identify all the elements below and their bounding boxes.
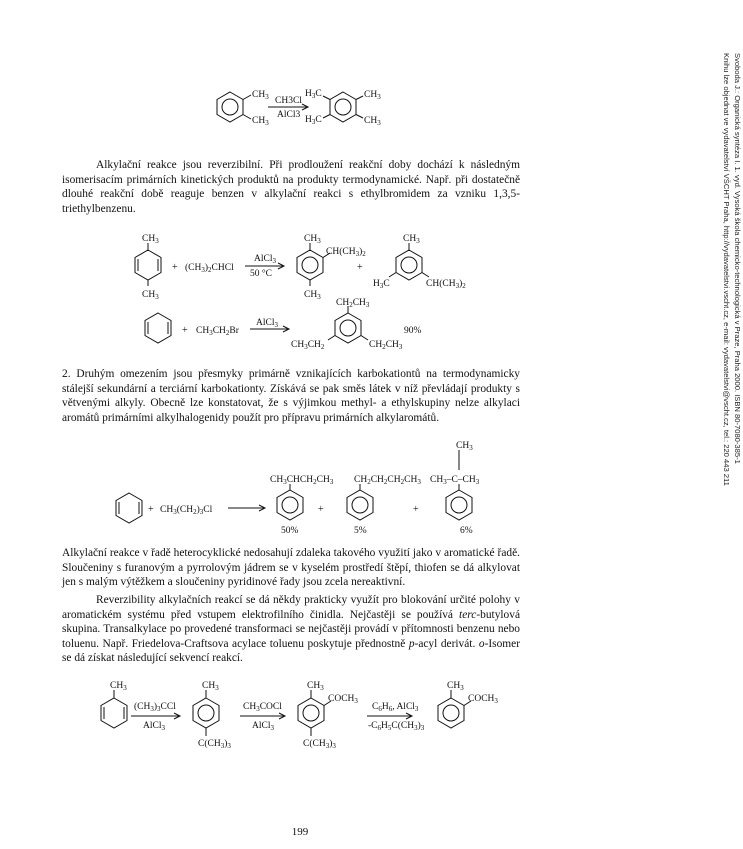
reagent-label: $CH_3COCl$ xyxy=(243,702,282,713)
svg-text:+: + xyxy=(172,262,178,273)
svg-text:CH3CH2: $CH_3CH_2$ xyxy=(291,340,325,351)
paragraph-rearrangements: 2. Druhým omezením jsou přesmyky primárně vznikajících karbokationtů na termodynamicky stálejší sekundární a terciární karbokationty. Získává se pak směs látek v níž převládají produkty s větvenými alkyly. Obecně lze konstatovat, že s výjimkou methyl- a ethylskupiny nelze alkylaci aromátů primárními alkylhalogenidy použít pro přípravu primárních alkylaromátů. xyxy=(62,368,520,424)
copyright-sidebar xyxy=(717,53,743,573)
sidebar-line: Svoboda J.: Organická syntéza I. 1. vyd. Vysoká škola chemicko-technologická v Praze, Praha 2000. ISBN 80-7080-385-1 xyxy=(733,53,742,464)
paragraph-heterocycles: Alkylační reakce v řadě heterocyklické nedosahují zdaleka takového využití jako v aromatické řadě. Sloučeniny s furanovým a pyrrolovým jádrem se v kyselém prostředí štěpí, thiofen se dá alkylovat jen s malým výtěžkem a sloučeniny pyridinové řady jsou zcela nereaktivní. xyxy=(62,547,520,589)
svg-text:CH3: $CH_3$ xyxy=(304,234,321,245)
svg-text:CH3: $CH_3$ xyxy=(447,681,464,692)
svg-text:+: + xyxy=(148,504,154,515)
paragraph-reversibility: Alkylační reakce jsou reverzibilní. Při prodloužení reakční doby dochází k následným isomerisacím primárních kinetických produktů na produkty termodynamické. Např. při dostatečně dlouhé reakční době reaguje benzen v alkylační reakci s ethylbromidem za vzniku 1,3,5-triethylbenzenu. xyxy=(62,159,520,215)
svg-text:CH3CHCH2CH3: $CH_3CHCH_2CH_3$ xyxy=(270,475,334,486)
reagent-label: $(CH_3)_3CCl$ xyxy=(134,702,176,713)
page-number: 199 xyxy=(291,826,309,838)
temperature-label: 50 °C xyxy=(250,269,273,279)
svg-text:CH2CH3: $CH_2CH_3$ xyxy=(369,340,403,351)
svg-text:+: + xyxy=(413,504,419,515)
svg-text:CH3: $CH_3$ xyxy=(202,681,219,692)
scheme-blocking-sequence xyxy=(0,676,600,776)
svg-text:C(CH3)3: $C(CH_3)_3$ xyxy=(303,739,336,750)
svg-text:CH(CH3)2: $CH(CH_3)_2$ xyxy=(326,247,366,258)
scheme-butylation xyxy=(0,440,600,535)
reagent-label: CH3Cl xyxy=(275,96,302,106)
svg-text:H3C: $H_3C$ xyxy=(305,115,322,126)
svg-text:CH3: $CH_3$ xyxy=(252,116,269,127)
svg-text:H3C: $H_3C$ xyxy=(373,279,390,290)
svg-text:CH3: $CH_3$ xyxy=(307,681,324,692)
svg-text:CH2CH3: $CH_2CH_3$ xyxy=(336,298,370,309)
svg-text:C(CH3)3: $C(CH_3)_3$ xyxy=(198,739,231,750)
byproduct-label: $-C_6H_5C(CH_3)_3$ xyxy=(368,721,425,732)
svg-text:CH3: $CH_3$ xyxy=(110,681,127,692)
svg-text:CH3: $CH_3$ xyxy=(252,90,269,101)
catalyst-label: AlCl$_3$ xyxy=(143,721,165,732)
catalyst-label: AlCl3 xyxy=(277,110,301,120)
reagent-label: $C_6H_6$, AlCl$_3$ xyxy=(372,702,419,713)
svg-text:CH2CH2CH2CH3: $CH_2CH_2CH_2CH_3$ xyxy=(354,475,421,486)
reagent-label: $CH_3CH_2Br$ xyxy=(196,326,239,337)
scheme-ethylation xyxy=(0,298,600,356)
catalyst-label: AlCl$_3$ xyxy=(256,318,278,329)
catalyst-label: AlCl$_3$ xyxy=(252,721,274,732)
svg-text:COCH3: $COCH_3$ xyxy=(328,694,358,705)
scheme-methylation xyxy=(0,80,600,140)
svg-text:COCH3: $COCH_3$ xyxy=(468,694,498,705)
svg-text:CH3: $CH_3$ xyxy=(142,290,159,301)
svg-text:CH(CH3)2: $CH(CH_3)_2$ xyxy=(426,279,466,290)
reagent-label: $CH_3(CH_2)_3Cl$ xyxy=(160,505,213,516)
yield-label: 50% xyxy=(281,526,299,536)
yield-label: 6% xyxy=(460,526,473,536)
svg-text:+: + xyxy=(182,325,188,336)
paragraph-blocking: Reverzibility alkylačních reakcí se dá někdy prakticky využít pro blokování určité polohy v aromatickém systému před vstupem elektrofilního činidla. Nejčastěji se používá terc-butylová skupina. Transalkylace po provedené transformaci se nejčastěji provádí v přítomnosti benzenu nebo toluenu. Např. Friedelova-Craftsova acylace toluenu poskytuje přednostně p-acyl derivát. o-Isomer se dá získat následující sekvencí reakcí. xyxy=(62,594,520,665)
sidebar-line: Knihu lze objednat ve vydavatelství VŠCHT Praha, http://vydavatelstvi.vscht.cz, e-mail: vydavatelstvi@vscht.cz, tel.: 220 443 211 xyxy=(722,53,731,486)
svg-text:+: + xyxy=(318,504,324,515)
svg-text:H3C: $H_3C$ xyxy=(305,89,322,100)
svg-text:+: + xyxy=(357,262,363,273)
svg-text:CH3: $CH_3$ xyxy=(456,441,473,452)
svg-text:CH3: $CH_3$ xyxy=(364,116,381,127)
scheme-isopropylation xyxy=(0,230,600,305)
svg-text:CH3: $CH_3$ xyxy=(403,234,420,245)
yield-label: 5% xyxy=(354,526,367,536)
svg-text:CH3: $CH_3$ xyxy=(304,290,321,301)
catalyst-label: AlCl$_3$ xyxy=(254,254,276,265)
svg-text:CH3–C–CH3: $CH_3-C-CH_3$ xyxy=(430,475,480,486)
reagent-label: $(CH_3)_2CHCl$ xyxy=(185,263,234,274)
yield-label: 90% xyxy=(404,326,422,336)
svg-text:CH3: $CH_3$ xyxy=(364,90,381,101)
svg-text:CH3: $CH_3$ xyxy=(142,234,159,245)
